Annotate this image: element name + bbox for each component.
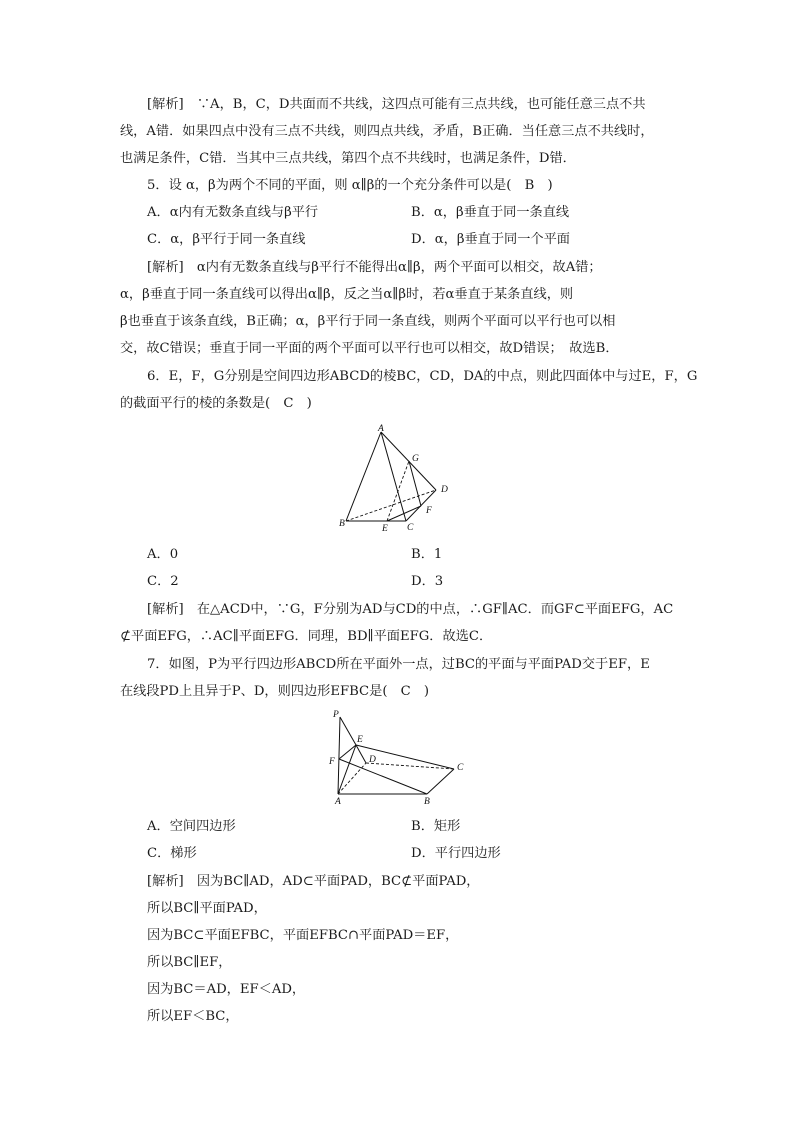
label-C: C bbox=[457, 763, 464, 773]
pyramid-figure bbox=[326, 707, 476, 807]
question-5-option-d: D．α，β垂直于同一个平面 bbox=[411, 232, 570, 247]
solution-7-line-5: 因为BC＝AD，EF＜AD， bbox=[147, 982, 306, 997]
solution-7-line-2: 所以BC∥平面PAD， bbox=[147, 901, 267, 916]
solution-6-line-2: ⊄平面EFG，∴AC∥平面EFG．同理，BD∥平面EFG．故选C． bbox=[120, 629, 493, 644]
label-D: D bbox=[441, 485, 448, 495]
label-F: F bbox=[329, 757, 335, 767]
label-E: E bbox=[357, 735, 363, 745]
question-6-option-b: B．1 bbox=[411, 547, 443, 562]
label-E: E bbox=[382, 524, 388, 534]
question-6-stem-line-2: 的截面平行的棱的条数是( C ) bbox=[120, 396, 312, 411]
segment-EG-hidden bbox=[387, 461, 409, 521]
question-7-option-a: A．空间四边形 bbox=[147, 819, 236, 834]
question-5-option-c: C．α，β平行于同一条直线 bbox=[147, 232, 306, 247]
solution-5-line-2: α，β垂直于同一条直线可以得出α∥β，反之当α∥β时，若α垂直于某条直线，则 bbox=[120, 287, 574, 302]
edge-PE bbox=[340, 717, 356, 745]
solution-6-line-1: [解析] 在△ACD中，∵G，F分别为AD与CD的中点，∴GF∥AC．而GF⊂平面EFG，AC bbox=[147, 602, 674, 617]
label-B: B bbox=[339, 519, 345, 529]
tetrahedron-figure bbox=[335, 422, 465, 534]
question-5-option-a: A．α内有无数条直线与β平行 bbox=[147, 205, 319, 220]
question-6-stem-line-1: 6．E，F，G分别是空间四边形ABCD的棱BC，CD，DA的中点，则此四面体中与过E，F，G bbox=[147, 369, 698, 384]
question-7-option-c: C．梯形 bbox=[147, 846, 197, 861]
label-A: A bbox=[335, 797, 341, 807]
solution-7-line-6: 所以EF＜BC， bbox=[147, 1009, 239, 1024]
question-7-stem-line-1: 7．如图，P为平行四边形ABCD所在平面外一点，过BC的平面与平面PAD交于EF，E bbox=[147, 657, 650, 672]
label-F: F bbox=[426, 506, 432, 516]
label-A: A bbox=[378, 424, 384, 434]
edge-BD-hidden bbox=[346, 490, 436, 521]
segment-ED bbox=[356, 745, 366, 763]
question-7-option-d: D．平行四边形 bbox=[411, 846, 501, 861]
solution-5-line-4: 交，故C错误；垂直于同一平面的两个平面可以平行也可以相交，故D错误； 故选B． bbox=[120, 341, 619, 356]
question-5-option-b: B．α，β垂直于同一条直线 bbox=[411, 205, 570, 220]
question-7-stem-line-2: 在线段PD上且异于P、D，则四边形EFBC是( C ) bbox=[120, 684, 430, 699]
label-C: C bbox=[407, 523, 414, 533]
solution-7-line-1: [解析] 因为BC∥AD，AD⊂平面PAD，BC⊄平面PAD， bbox=[147, 874, 480, 889]
label-G: G bbox=[412, 454, 419, 464]
label-P: P bbox=[333, 710, 339, 720]
solution-4-line-3: 也满足条件，C错．当其中三点共线，第四个点不共线时，也满足条件，D错． bbox=[120, 151, 576, 166]
edge-BC bbox=[427, 769, 454, 794]
question-7-option-b: B．矩形 bbox=[411, 819, 461, 834]
solution-4-line-1: [解析] ∵A，B，C，D共面而不共线，这四点可能有三点共线，也可能任意三点不共 bbox=[147, 97, 646, 112]
question-6-option-d: D．3 bbox=[411, 574, 444, 589]
edge-AB bbox=[346, 432, 381, 521]
label-B: B bbox=[424, 797, 430, 807]
label-D: D bbox=[369, 755, 376, 765]
question-6-option-a: A．0 bbox=[147, 547, 179, 562]
solution-5-line-1: [解析] α内有无数条直线与β平行不能得出α∥β，两个平面可以相交，故A错； bbox=[147, 260, 602, 275]
solution-4-line-2: 线，A错．如果四点中没有三点不共线，则四点共线，矛盾，B正确．当任意三点不共线时， bbox=[120, 124, 654, 139]
solution-5-line-3: β也垂直于该条直线，B正确；α，β平行于同一条直线，则两个平面可以平行也可以相 bbox=[120, 314, 616, 329]
question-6-option-c: C．2 bbox=[147, 574, 179, 589]
edge-AD-hidden bbox=[338, 763, 366, 794]
solution-7-line-3: 因为BC⊂平面EFBC，平面EFBC∩平面PAD＝EF， bbox=[147, 928, 459, 943]
solution-7-line-4: 所以BC∥EF， bbox=[147, 955, 232, 970]
segment-EF bbox=[387, 506, 421, 521]
question-5-stem: 5．设 α，β为两个不同的平面，则 α∥β的一个充分条件可以是( B ) bbox=[147, 178, 553, 193]
edge-PA bbox=[338, 717, 340, 794]
